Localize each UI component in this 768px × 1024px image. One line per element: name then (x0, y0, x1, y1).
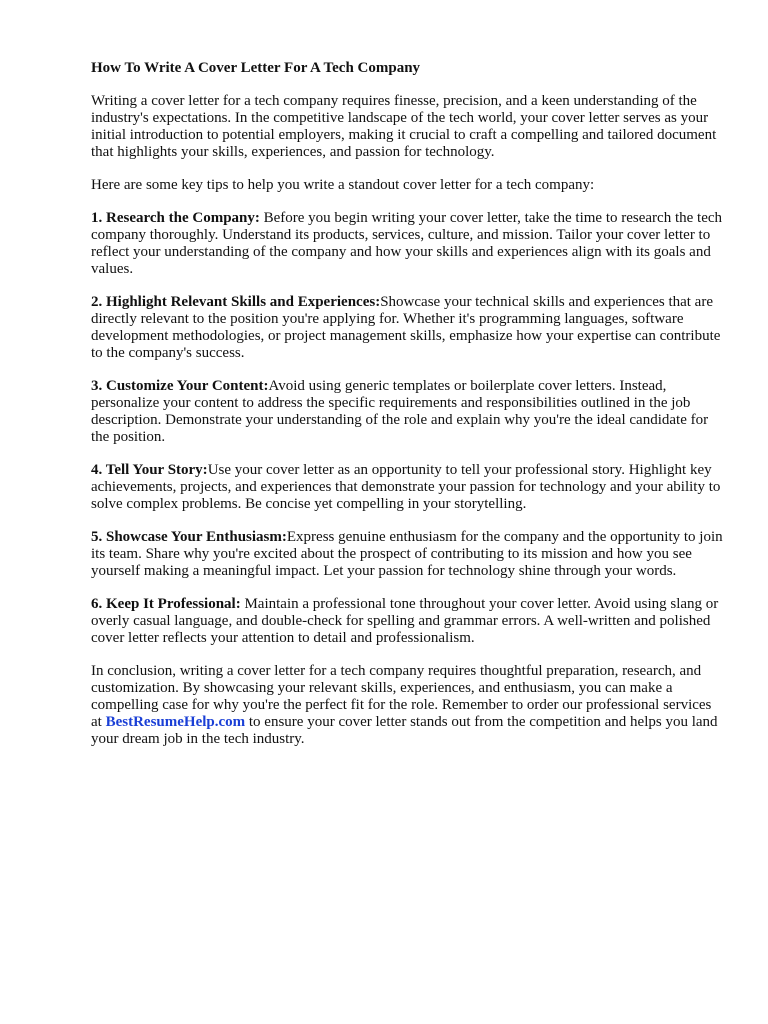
intro-paragraph: Writing a cover letter for a tech company requires finesse, precision, and a keen understanding of the industry's expectations. In the competitive landscape of the tech world, your cover letter serves as your initial introduction to potential employers, making it crucial to craft a compelling and tailored document that highlights your skills, experiences, and passion for technology. (91, 93, 717, 160)
bestresumehelp-link[interactable]: BestResumeHelp.com (105, 714, 246, 730)
document-page (91, 60, 723, 764)
tip-body: Avoid using generic templates or boilerplate cover letters. Instead, personalize your content to address the specific requirements and responsibilities outlined in the job description. Demonstrate your understanding of the role and explain why you're the ideal candidate for the position. (91, 378, 709, 445)
tip-paragraph-2 (91, 294, 723, 362)
tip-paragraph-1 (91, 210, 723, 278)
tip-heading: 3. Customize Your Content: (91, 378, 269, 394)
tip-body: Showcase your technical skills and experiences that are directly relevant to the position you're applying for. Whether it's programming languages, software development methodologies, or project management skills, emphasize how your expertise can contribute to the company's success. (91, 294, 721, 361)
conclusion-text-before: In conclusion, writing a cover letter for a tech company requires thoughtful preparation, research, and customization. By showcasing your relevant skills, experiences, and enthusiasm, you can make a compelling case for why you're the perfect fit for the role. Remember to order our professional services at (91, 663, 712, 730)
tip-body: Use your cover letter as an opportunity to tell your professional story. Highlight key achievements, projects, and experiences that demonstrate your passion for technology and your ability to solve complex problems. Be concise yet compelling in your storytelling. (91, 462, 721, 512)
tip-body: Maintain a professional tone throughout your cover letter. Avoid using slang or overly casual language, and double-check for spelling and grammar errors. A well-written and polished cover letter reflects your attention to detail and professionalism. (91, 596, 719, 646)
tip-heading: 2. Highlight Relevant Skills and Experiences: (91, 294, 381, 310)
document-title: How To Write A Cover Letter For A Tech Company (91, 60, 421, 76)
tip-paragraph-3 (91, 378, 723, 446)
conclusion-paragraph (91, 663, 723, 748)
tip-heading: 4. Tell Your Story: (91, 462, 208, 478)
tip-body: Before you begin writing your cover letter, take the time to research the tech company thoroughly. Understand its products, services, culture, and mission. Tailor your cover letter to reflect your understanding of the company and how your skills and experiences align with its goals and values. (91, 210, 723, 277)
tip-heading: 5. Showcase Your Enthusiasm: (91, 529, 287, 545)
tip-paragraph-5 (91, 529, 723, 580)
conclusion-text-after: to ensure your cover letter stands out from the competition and helps you land your dream job in the tech industry. (91, 714, 718, 747)
tip-heading: 6. Keep It Professional: (91, 596, 241, 612)
tip-heading: 1. Research the Company: (91, 210, 260, 226)
tip-body: Express genuine enthusiasm for the company and the opportunity to join its team. Share why you're excited about the prospect of contributing to its mission and how you see yourself making a meaningful impact. Let your passion for technology shine through your words. (91, 529, 723, 579)
tip-paragraph-4 (91, 462, 723, 513)
tips-lead-paragraph: Here are some key tips to help you write a standout cover letter for a tech company: (91, 177, 595, 193)
tip-paragraph-6 (91, 596, 723, 647)
